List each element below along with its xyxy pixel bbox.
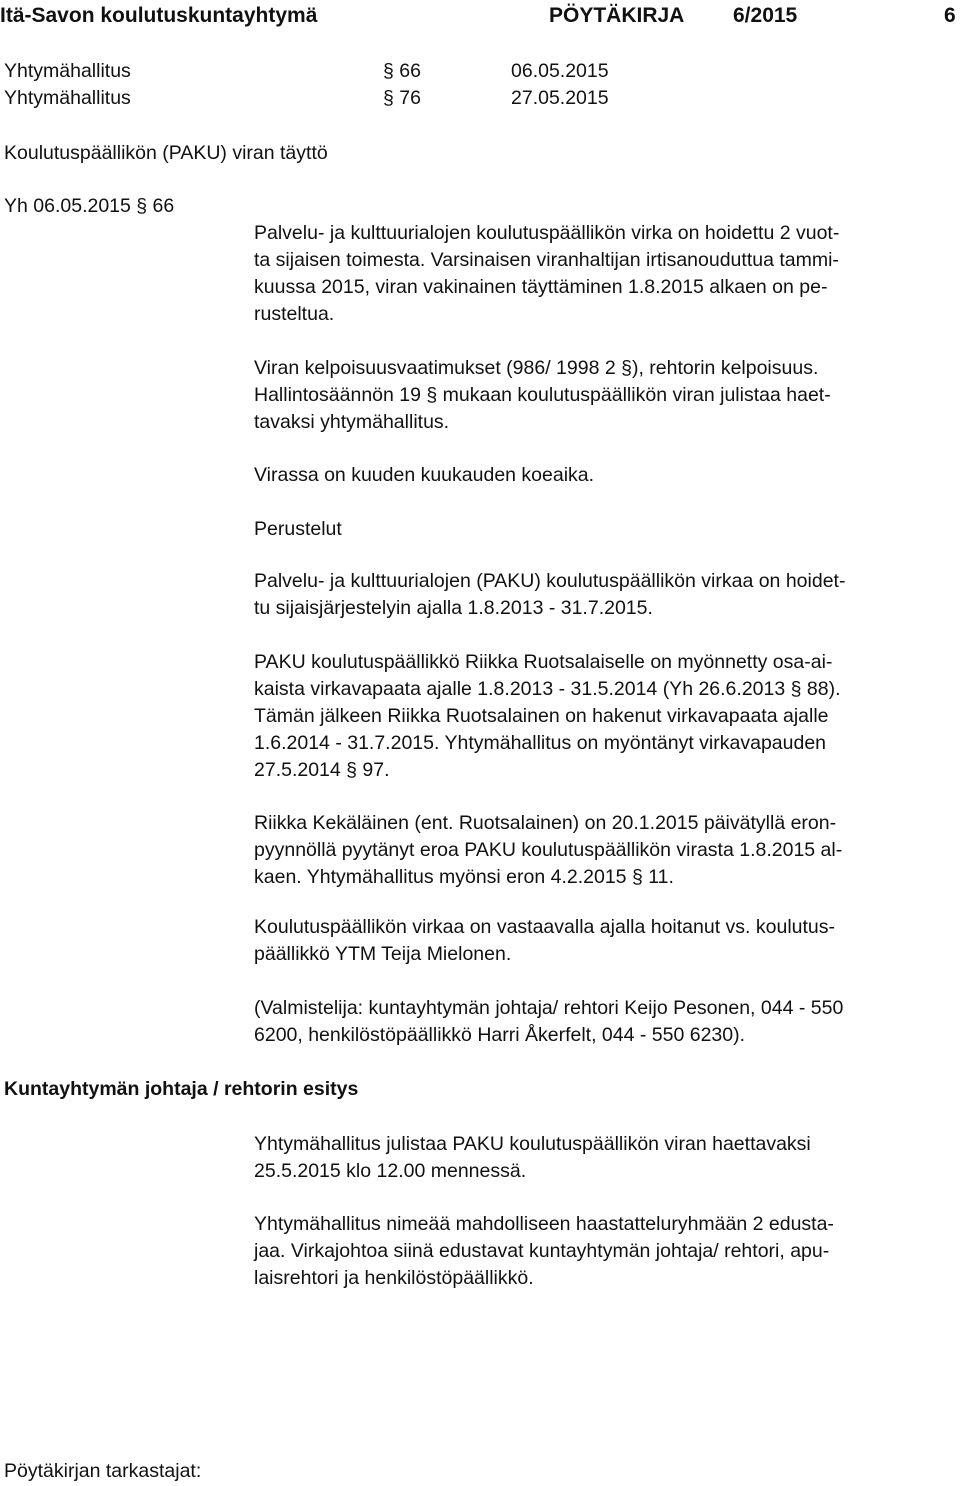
meeting-section: § 66 — [383, 60, 421, 82]
document-number: 6/2015 — [733, 4, 798, 27]
document-title: Koulutuspäällikön (PAKU) viran täyttö — [4, 142, 328, 164]
page-number: 6 — [944, 4, 956, 27]
paragraph-line: 27.5.2014 § 97. — [254, 759, 390, 781]
paragraph-line: päällikkö YTM Teija Mielonen. — [254, 943, 512, 965]
meeting-date: 06.05.2015 — [511, 60, 609, 82]
paragraph-line: rusteltua. — [254, 303, 335, 325]
paragraph — [254, 220, 958, 328]
paragraph — [254, 462, 958, 489]
paragraph — [254, 649, 958, 784]
organization-name: Itä-Savon koulutuskuntayhtymä — [0, 4, 318, 27]
paragraph-line: Yhtymähallitus julistaa PAKU koulutuspäällikön viran haettavaksi — [254, 1133, 811, 1155]
paragraph-line: kaen. Yhtymähallitus myönsi eron 4.2.2015 § 11. — [254, 866, 674, 888]
paragraph-line: laisrehtori ja henkilöstöpäällikkö. — [254, 1267, 534, 1289]
paragraph-line: Hallintosäännön 19 § mukaan koulutuspäällikön viran julistaa haet- — [254, 384, 831, 406]
paragraph-line: Palvelu- ja kulttuurialojen koulutuspäällikön virka on hoidettu 2 vuot- — [254, 222, 840, 244]
paragraph-line: Riikka Kekäläinen (ent. Ruotsalainen) on 20.1.2015 päivätyllä eron- — [254, 812, 837, 834]
preparer-note — [254, 995, 958, 1049]
paragraph-line: ta sijaisen toimesta. Varsinaisen viranhaltijan irtisanouduttua tammi- — [254, 249, 839, 271]
paragraph-line: 6200, henkilöstöpäällikkö Harri Åkerfelt, 044 - 550 6230). — [254, 1024, 746, 1046]
paragraph — [254, 355, 958, 436]
proposal-paragraph — [254, 1131, 958, 1185]
paragraph-line: Viran kelpoisuusvaatimukset (986/ 1998 2 §), rehtorin kelpoisuus. — [254, 357, 819, 379]
document-type: PÖYTÄKIRJA — [549, 4, 685, 27]
paragraph-line: 25.5.2015 klo 12.00 mennessä. — [254, 1160, 527, 1182]
paragraph-line: Perustelut — [254, 518, 342, 540]
paragraph-line: (Valmistelija: kuntayhtymän johtaja/ rehtori Keijo Pesonen, 044 - 550 — [254, 997, 844, 1019]
paragraph-line: jaa. Virkajohtoa siinä edustavat kuntayhtymän johtaja/ rehtori, apu- — [254, 1240, 830, 1262]
paragraph-line: tavaksi yhtymähallitus. — [254, 411, 450, 433]
paragraph-line: PAKU koulutuspäällikkö Riikka Ruotsalaiselle on myönnetty osa-ai- — [254, 651, 833, 673]
footer-label: Pöytäkirjan tarkastajat: — [4, 1460, 202, 1482]
proposal-heading: Kuntayhtymän johtaja / rehtorin esitys — [4, 1078, 359, 1100]
reference-label: Yh 06.05.2015 § 66 — [4, 195, 175, 217]
paragraph-line: Yhtymähallitus nimeää mahdolliseen haastatteluryhmään 2 edusta- — [254, 1213, 834, 1235]
paragraph-line: Koulutuspäällikön virkaa on vastaavalla ajalla hoitanut vs. koulutus- — [254, 916, 836, 938]
paragraph-line: pyynnöllä pyytänyt eroa PAKU koulutuspäällikön virasta 1.8.2015 al- — [254, 839, 843, 861]
section-heading-perustelut — [254, 516, 958, 543]
proposal-paragraph — [254, 1211, 958, 1292]
paragraph — [254, 914, 958, 968]
paragraph — [254, 568, 958, 622]
meeting-body: Yhtymähallitus — [4, 87, 131, 109]
paragraph-line: Tämän jälkeen Riikka Ruotsalainen on hakenut virkavapaata ajalle — [254, 705, 829, 727]
paragraph-line: Palvelu- ja kulttuurialojen (PAKU) koulutuspäällikön virkaa on hoidet- — [254, 570, 846, 592]
paragraph — [254, 810, 958, 891]
paragraph-line: kaista virkavapaata ajalle 1.8.2013 - 31.5.2014 (Yh 26.6.2013 § 88). — [254, 678, 841, 700]
paragraph-line: tu sijaisjärjestelyin ajalla 1.8.2013 - 31.7.2015. — [254, 597, 653, 619]
paragraph-line: 1.6.2014 - 31.7.2015. Yhtymähallitus on myöntänyt virkavapauden — [254, 732, 827, 754]
meeting-body: Yhtymähallitus — [4, 60, 131, 82]
paragraph-line: Virassa on kuuden kuukauden koeaika. — [254, 464, 595, 486]
paragraph-line: kuussa 2015, viran vakinainen täyttäminen 1.8.2015 alkaen on pe- — [254, 276, 828, 298]
meeting-date: 27.05.2015 — [511, 87, 609, 109]
meeting-section: § 76 — [383, 87, 421, 109]
